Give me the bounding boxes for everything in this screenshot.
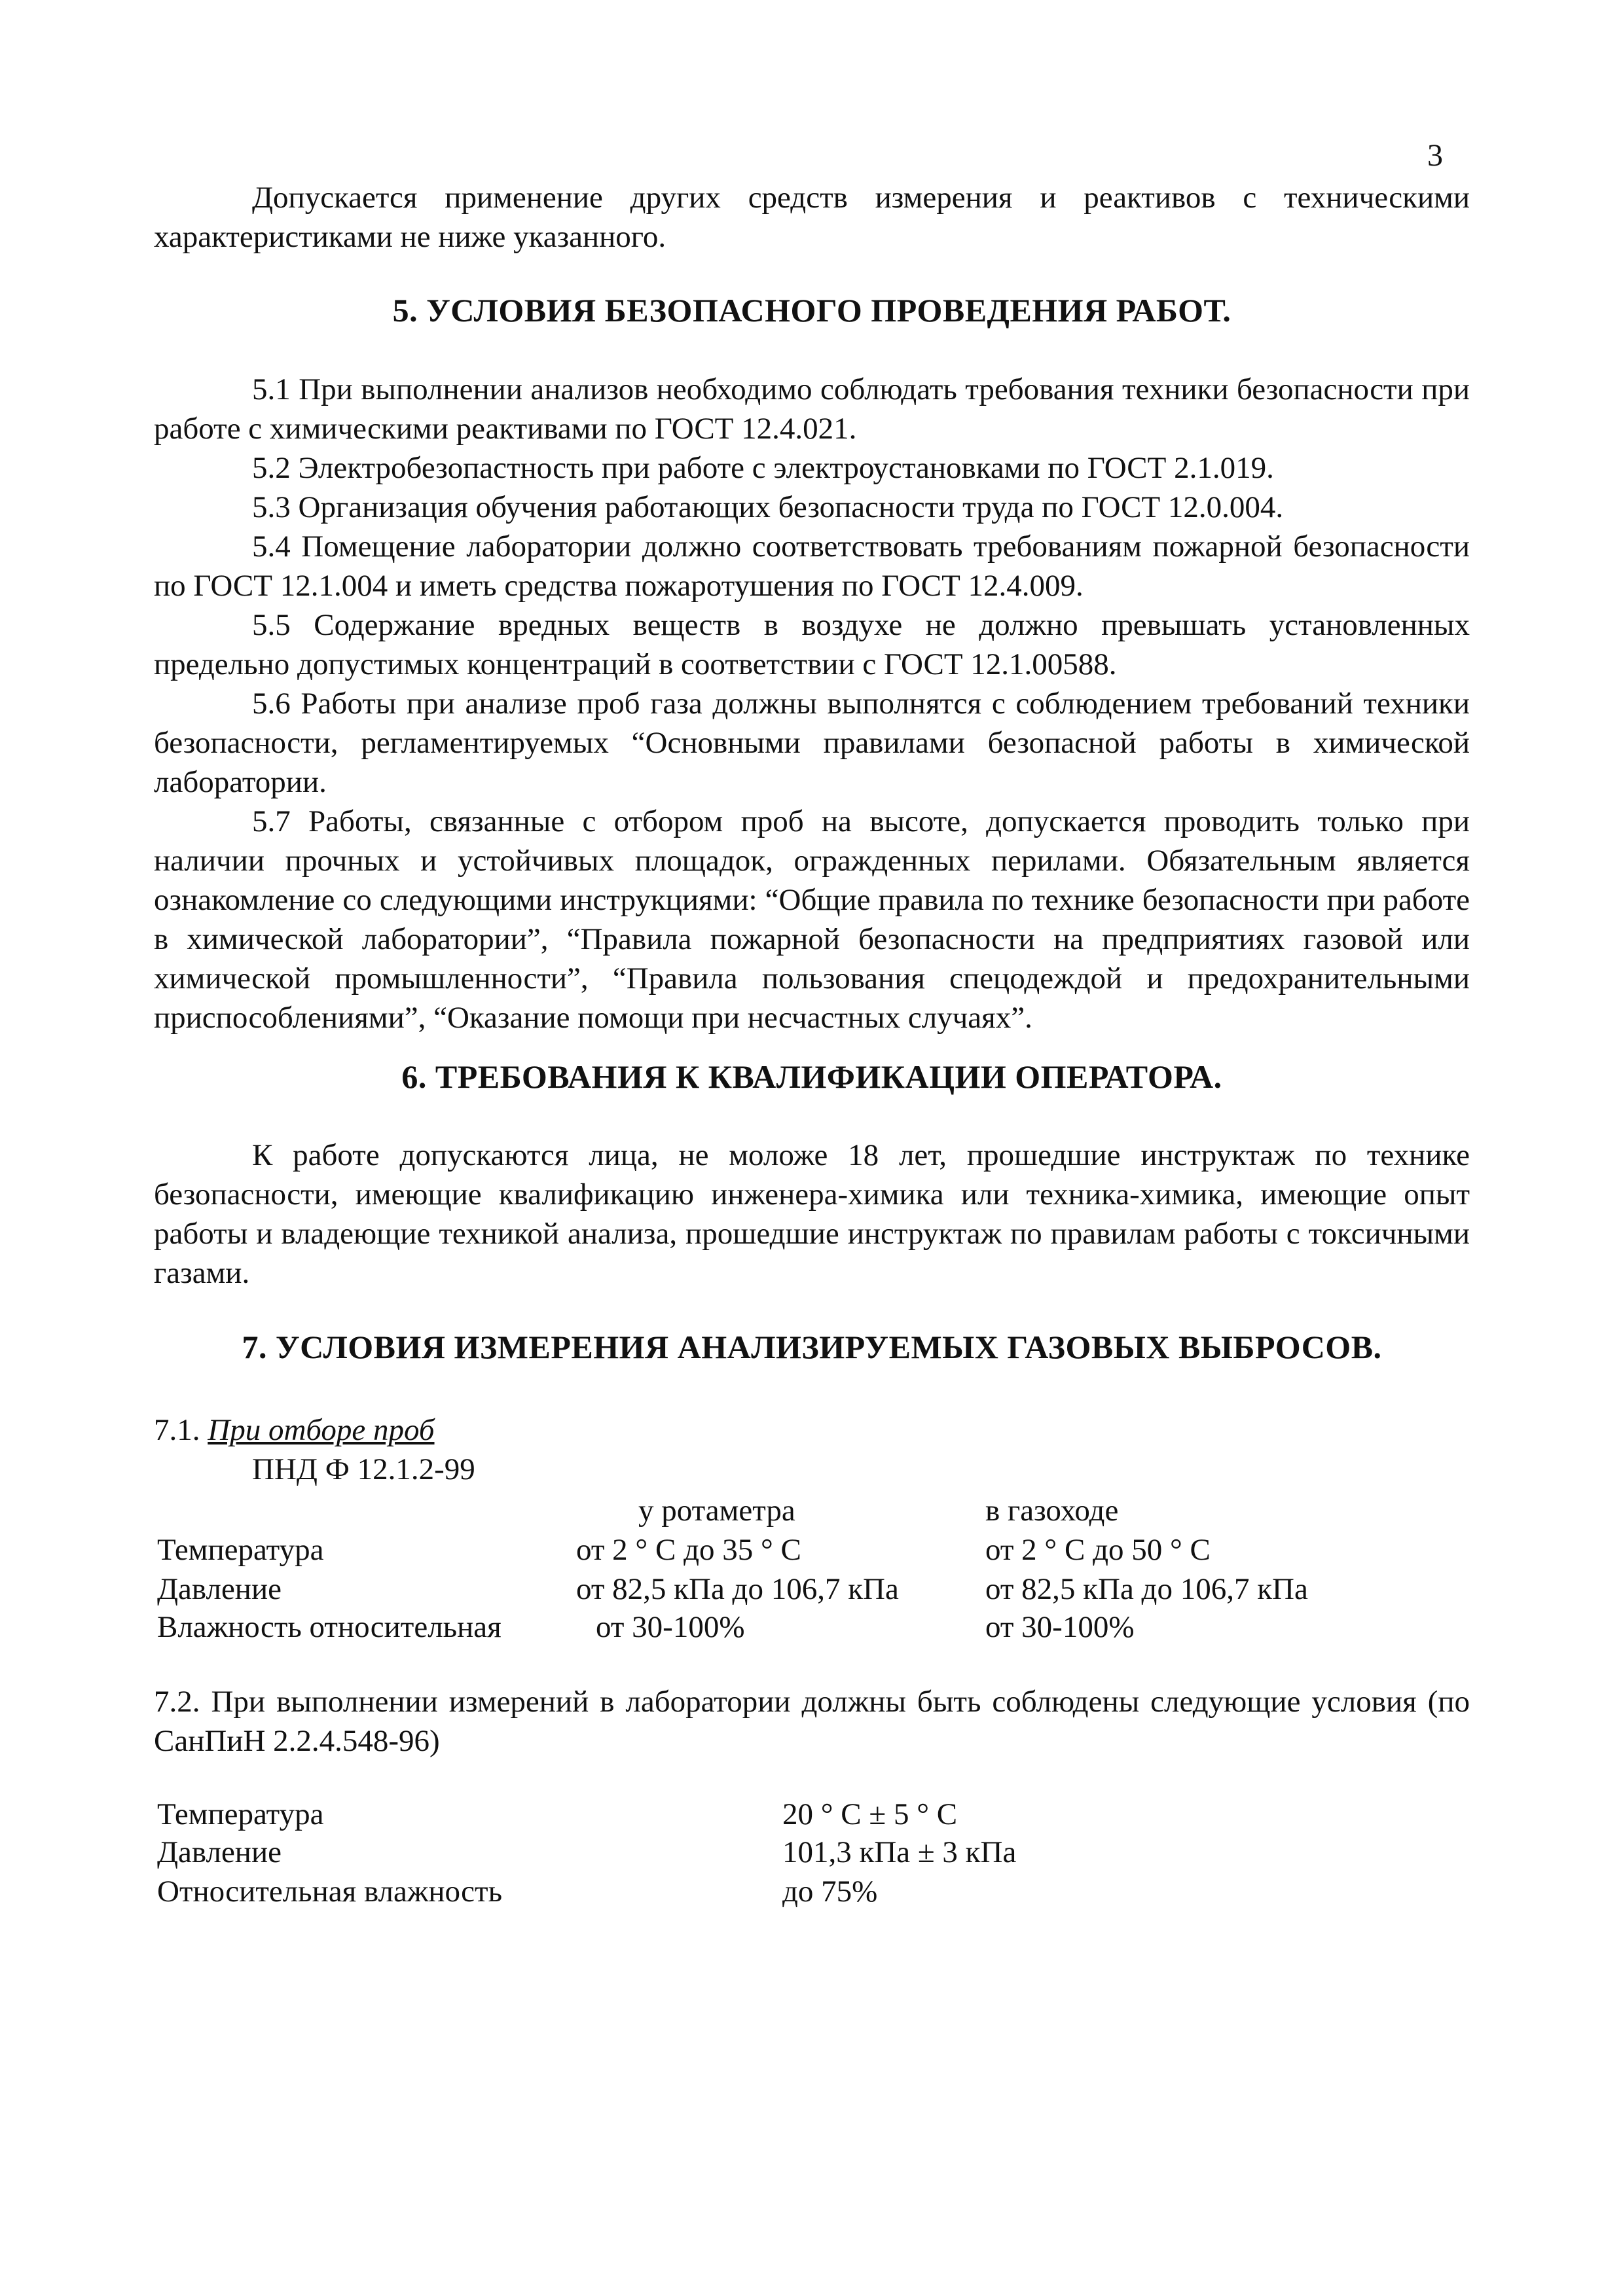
subsection-7-1-document: ПНД Ф 12.1.2-99 — [252, 1452, 475, 1486]
lab-value-humidity: до 75% — [782, 1874, 878, 1909]
page-number: 3 — [1427, 138, 1443, 173]
subsection-7-1-title: При отборе проб — [208, 1413, 435, 1447]
row-label-pressure: Давление — [157, 1572, 282, 1606]
intro-text: Допускается применение других средств измерения и реактивов с техническими характеристиками не ниже указанного. — [154, 181, 1470, 254]
section-5-item-4: 5.4 Помещение лаборатории должно соответствовать требованиям пожарной безопасности по ГОСТ 12.1.004 и иметь средства пожаротушения по ГОСТ 12.4.009. — [154, 529, 1470, 603]
value-pressure-gas-duct: от 82,5 кПа до 106,7 кПа — [985, 1572, 1308, 1606]
lab-label-temperature: Температура — [157, 1797, 324, 1831]
lab-value-temperature: 20 ° С ± 5 ° С — [782, 1797, 958, 1831]
lab-label-pressure: Давление — [157, 1835, 282, 1869]
value-pressure-rotameter: от 82,5 кПа до 106,7 кПа — [576, 1572, 899, 1606]
section-7-title: 7. УСЛОВИЯ ИЗМЕРЕНИЯ АНАЛИЗИРУЕМЫХ ГАЗОВЫХ ВЫБРОСОВ. — [242, 1329, 1382, 1365]
section-5-item-5: 5.5 Содержание вредных веществ в воздухе не должно превышать установленных предельно допустимых концентраций в соответствии с ГОСТ 12.1.00588. — [154, 608, 1470, 681]
section-5-item-6: 5.6 Работы при анализе проб газа должны выполнятся с соблюдением требований техники безопасности, регламентируемых “Основными правилами безопасной работы в химической лаборатории. — [154, 687, 1470, 799]
section-5-body — [154, 370, 1470, 1037]
intro-paragraph — [154, 178, 1470, 257]
value-humidity-rotameter: от 30-100% — [596, 1610, 745, 1644]
section-6-body — [154, 1136, 1470, 1293]
subsection-7-1-number: 7.1. — [154, 1413, 200, 1447]
value-temperature-rotameter: от 2 ° С до 35 ° С — [576, 1533, 801, 1567]
row-label-humidity: Влажность относительная — [157, 1610, 501, 1644]
row-label-temperature: Температура — [157, 1533, 324, 1567]
value-humidity-gas-duct: от 30-100% — [985, 1610, 1135, 1644]
section-6-title: 6. ТРЕБОВАНИЯ К КВАЛИФИКАЦИИ ОПЕРАТОРА. — [401, 1058, 1222, 1095]
column-header-rotameter: у ротаметра — [638, 1494, 795, 1528]
section-5-item-1: 5.1 При выполнении анализов необходимо соблюдать требования техники безопасности при работе с химическими реактивами по ГОСТ 12.4.021. — [154, 372, 1470, 446]
subsection-7-2-text: 7.2. При выполнении измерений в лаборатории должны быть соблюдены следующие условия (по СанПиН 2.2.4.548-96) — [154, 1685, 1470, 1758]
section-5-item-3: 5.3 Организация обучения работающих безопасности труда по ГОСТ 12.0.004. — [252, 490, 1284, 524]
subsection-7-1-heading — [154, 1410, 435, 1450]
section-5-item-7: 5.7 Работы, связанные с отбором проб на высоте, допускается проводить только при наличии прочных и устойчивых площадок, огражденных перилами. Обязательным является ознакомление со следующими инструкциями: “Общие правила по технике безопасности при работе в химической лаборатории”, “Правила пожарной безопасности на предприятиях газовой или химической промышленности”, “Правила пользования спецодеждой и предохранительными приспособлениями”, “Оказание помощи при несчастных случаях”. — [154, 804, 1470, 1035]
subsection-7-2 — [154, 1682, 1470, 1761]
lab-value-pressure: 101,3 кПа ± 3 кПа — [782, 1835, 1017, 1869]
section-6-paragraph: К работе допускаются лица, не моложе 18 лет, прошедшие инструктаж по технике безопасности, имеющие квалификацию инженера-химика или техника-химика, имеющие опыт работы и владеющие техникой анализа, прошедшие инструктаж по правилам работы с токсичными газами. — [154, 1138, 1470, 1290]
column-header-gas-duct: в газоходе — [985, 1494, 1119, 1528]
section-5-title: 5. УСЛОВИЯ БЕЗОПАСНОГО ПРОВЕДЕНИЯ РАБОТ. — [392, 292, 1231, 329]
section-5-item-2: 5.2 Электробезопастность при работе с электроустановками по ГОСТ 2.1.019. — [252, 451, 1274, 485]
lab-label-humidity: Относительная влажность — [157, 1874, 503, 1909]
value-temperature-gas-duct: от 2 ° С до 50 ° С — [985, 1533, 1211, 1567]
